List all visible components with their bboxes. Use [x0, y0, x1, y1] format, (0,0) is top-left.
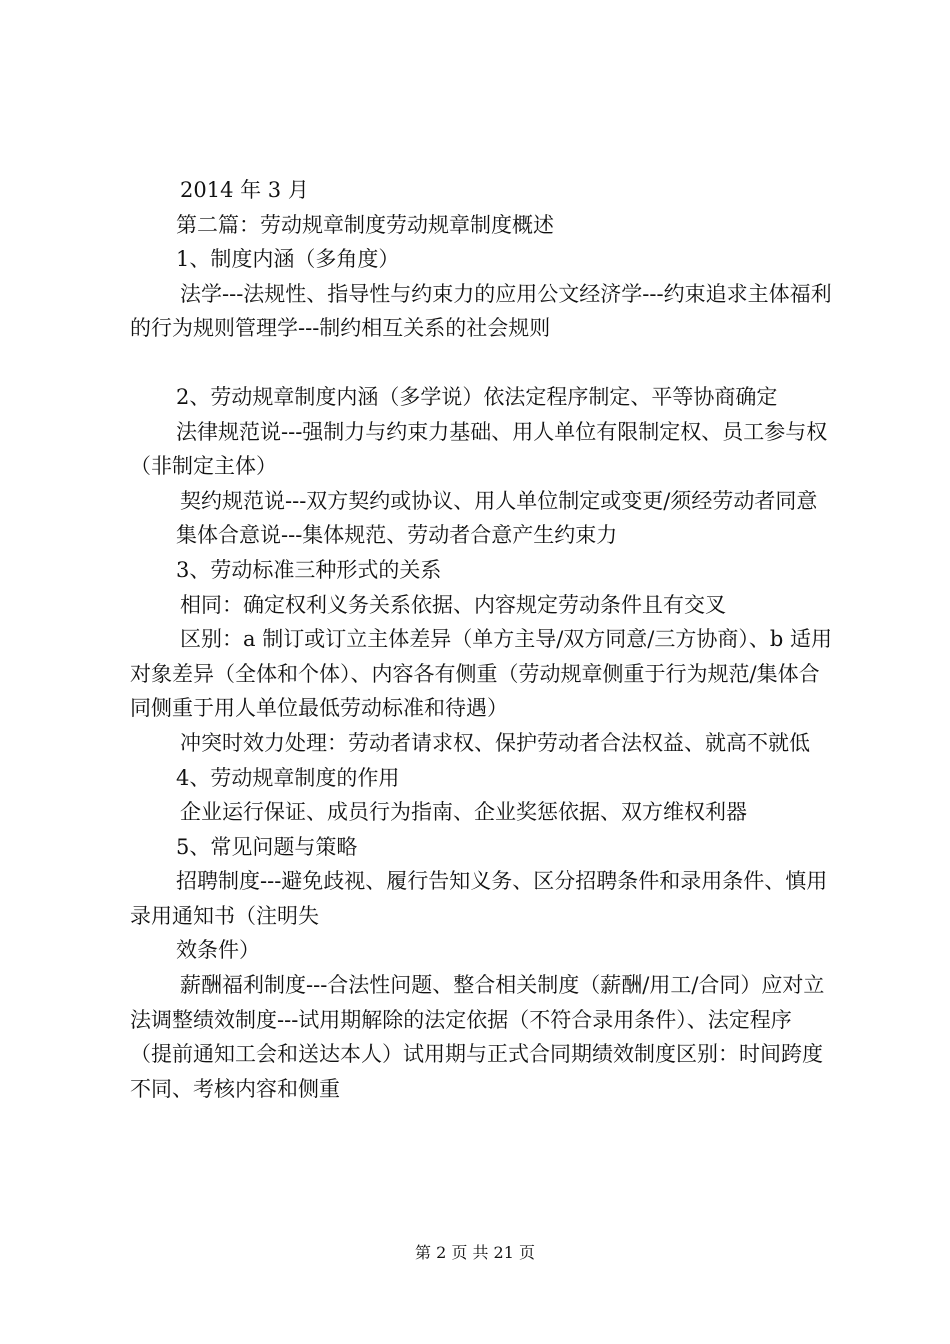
- heading-2: 2、劳动规章制度内涵（多学说）依法定程序制定、平等协商确定: [176, 384, 778, 409]
- paragraph-1-body: 法学---法规性、指导性与约束力的应用公文经济学---约束追求主体福利的行为规则管理学---制约相互关系的社会规则: [130, 281, 832, 341]
- blank-line: [130, 346, 832, 380]
- date-line: 2014 年 3 月: [180, 178, 309, 202]
- paragraph-5-recruit-cont: 效条件）: [176, 938, 260, 963]
- paragraph-2-contract: 契约规范说---双方契约或协议、用人单位制定或变更/须经劳动者同意: [180, 488, 818, 513]
- heading-3: 3、劳动标准三种形式的关系: [176, 557, 442, 582]
- paragraph-5-recruit: 招聘制度---避免歧视、履行告知义务、区分招聘条件和录用条件、慎用录用通知书（注明失: [130, 869, 828, 928]
- paragraph-5-salary: 薪酬福利制度---合法性问题、整合相关制度（薪酬/用工/合同）应对立法调整绩效制度---试用期解除的法定依据（不符合录用条件）、法定程序（提前通知工会和送达本人）试用期与正式合同期绩效制度区别：时间跨度不同、考核内容和侧重: [130, 973, 825, 1101]
- heading-4: 4、劳动规章制度的作用: [176, 765, 400, 790]
- paragraph-3-conflict: 冲突时效力处理：劳动者请求权、保护劳动者合法权益、就高不就低: [180, 730, 810, 755]
- document-body: [130, 173, 832, 1106]
- page-footer: 第 2 页 共 21 页: [415, 1243, 535, 1262]
- paragraph-2-collective: 集体合意说---集体规范、劳动者合意产生约束力: [176, 523, 618, 548]
- heading-1: 1、制度内涵（多角度）: [176, 247, 400, 272]
- paragraph-2-law: 法律规范说---强制力与约束力基础、用人单位有限制定权、员工参与权（非制定主体）: [130, 419, 828, 479]
- paragraph-3-same: 相同：确定权利义务关系依据、内容规定劳动条件且有交叉: [180, 592, 726, 617]
- section-title: 第二篇：劳动规章制度劳动规章制度概述: [176, 212, 554, 237]
- heading-5: 5、常见问题与策略: [176, 834, 358, 859]
- paragraph-3-diff: 区别：a 制订或订立主体差异（单方主导/双方同意/三方协商）、b 适用对象差异（全体和个体）、内容各有侧重（劳动规章侧重于行为规范/集体合同侧重于用人单位最低劳动标准和待遇）: [130, 627, 832, 721]
- paragraph-4-role: 企业运行保证、成员行为指南、企业奖惩依据、双方维权利器: [180, 800, 747, 825]
